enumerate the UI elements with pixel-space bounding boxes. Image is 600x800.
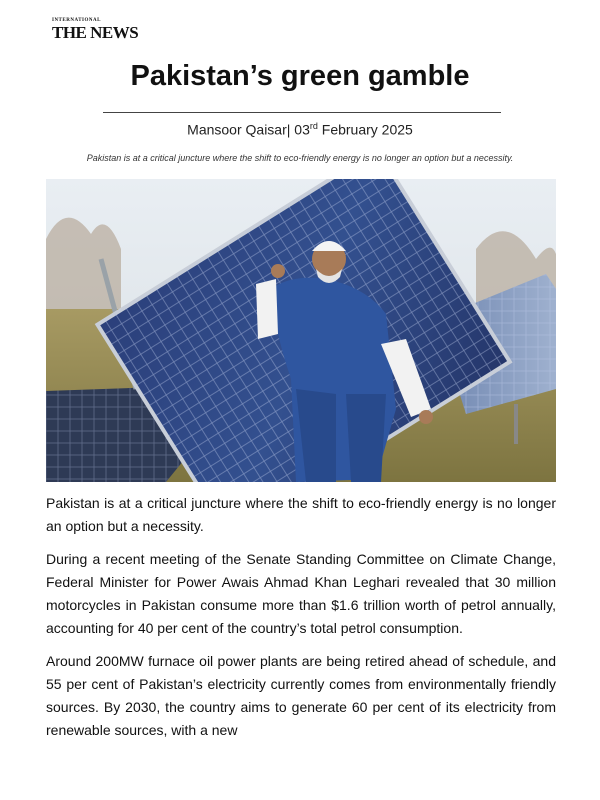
byline-separator: | (286, 121, 291, 138)
byline (0, 121, 600, 138)
paragraph: Pakistan is at a critical juncture where the shift to eco-friendly energy is no longer an option but a necessity. (46, 495, 556, 534)
date-day: 03 (294, 121, 310, 138)
date-rest: February 2025 (321, 121, 413, 138)
solar-panel-photo-illustration (46, 179, 556, 482)
title-divider (103, 112, 501, 113)
paragraph: During a recent meeting of the Senate Standing Committee on Climate Change, Federal Minister for Power Awais Ahmad Khan Leghari revealed that 30 million motorcycles in Pakistan consume more than $1.6 trillion worth of petrol annually, accounting for 40 per cent of the country’s total petrol consumption. (46, 551, 556, 636)
paragraph: Around 200MW furnace oil power plants are being retired ahead of schedule, and 55 per cent of Pakistan’s electricity currently comes from environmentally friendly sources. By 2030, the country aims to generate 60 per cent of its electricity from renewable sources, with a new (46, 653, 556, 738)
masthead-logo (52, 18, 138, 43)
article-photo (46, 179, 556, 482)
date-suffix: rd (309, 121, 318, 131)
article-title: Pakistan’s green gamble (130, 60, 470, 92)
masthead-name: THE NEWS (52, 23, 139, 42)
author-name: Mansoor Qaisar (187, 121, 287, 138)
article-body (46, 492, 556, 752)
photo-caption: Pakistan is at a critical juncture where the shift to eco-friendly energy is no longer an option but a necessity. (86, 153, 514, 163)
masthead-top-line: INTERNATIONAL (52, 18, 101, 23)
